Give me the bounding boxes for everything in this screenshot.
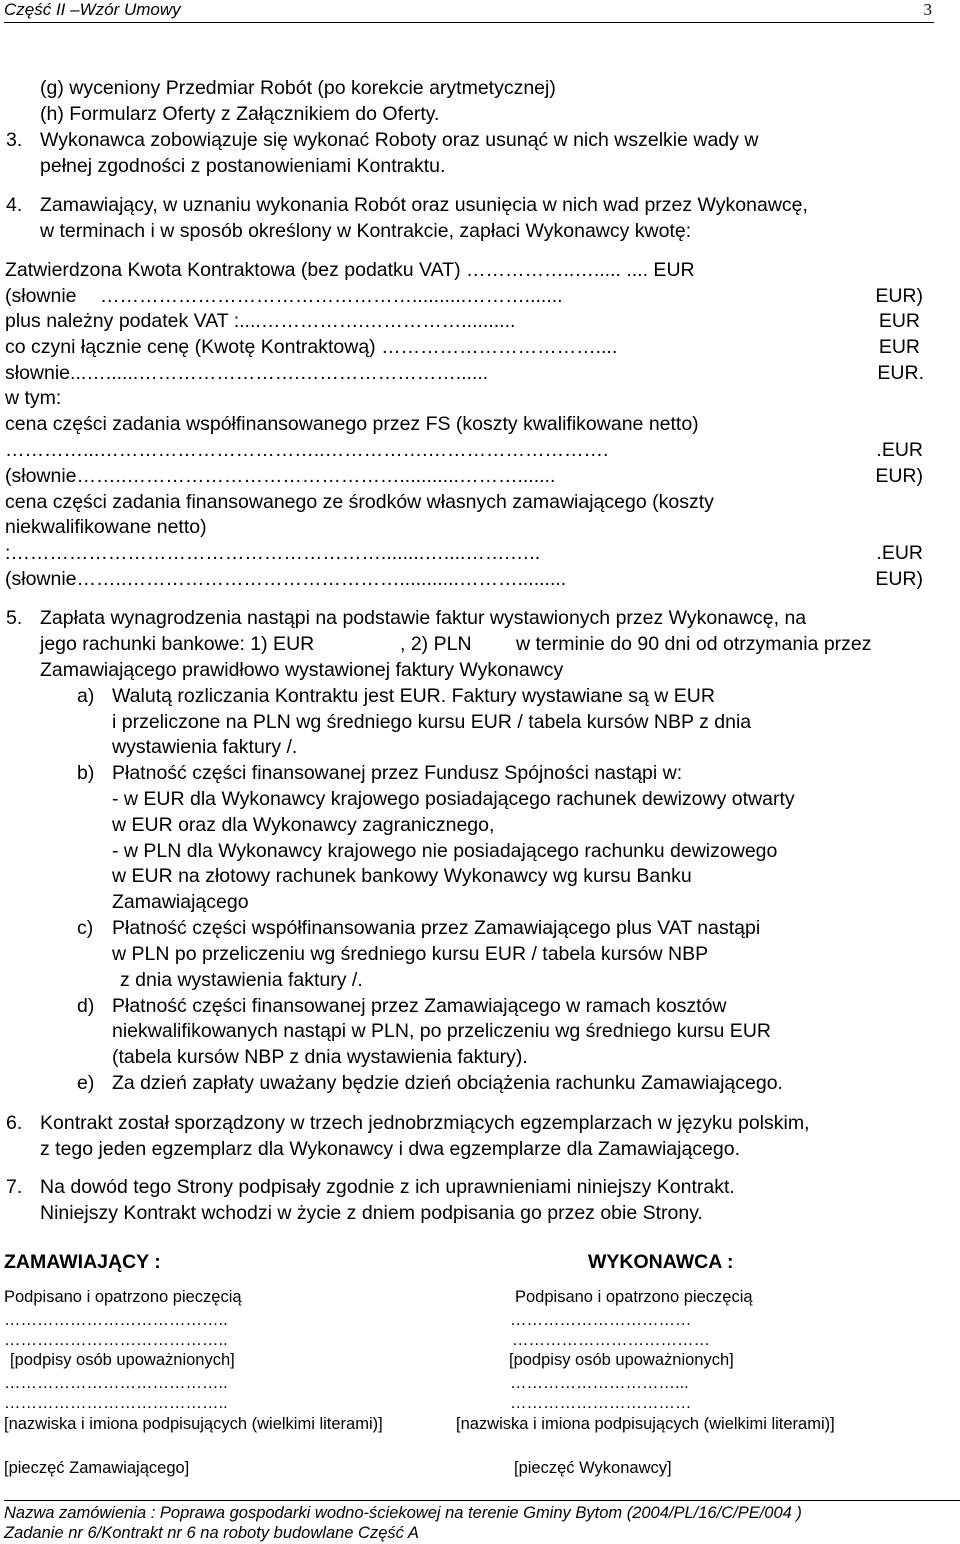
item-c-line2: w PLN po przeliczeniu wg średniego kursu EUR / tabela kursów NBP bbox=[112, 943, 709, 965]
employer-title: ZAMAWIAJĄCY : bbox=[4, 1251, 161, 1273]
item-d-label: d) bbox=[77, 995, 95, 1017]
item-d-line2: niekwalifikowanych nastąpi w PLN, po przeliczeniu wg średniego kursu EUR bbox=[112, 1020, 771, 1042]
paragraph-4-line1: Zamawiający, w uznaniu wykonania Robót oraz usunięcia w nich wad przez Wykonawcę, bbox=[40, 194, 808, 216]
paragraph-4-number: 4. bbox=[6, 194, 23, 216]
employer-signed-note: Podpisano i opatrzono pieczęcią bbox=[4, 1288, 242, 1306]
employer-dots-2: ………………………………….. bbox=[4, 1331, 228, 1349]
item-b-line6: Zamawiającego bbox=[112, 891, 249, 913]
contractor-dots-3: …………………………... bbox=[510, 1374, 689, 1392]
item-b-line4: - w PLN dla Wykonawcy krajowego nie posiadającego rachunku dewizowego bbox=[112, 840, 778, 862]
item-b-label: b) bbox=[77, 762, 95, 784]
paragraph-3-line2: pełnej zgodności z postanowieniami Kontraktu. bbox=[40, 155, 446, 177]
paragraph-5-line2c: w terminie do 90 dni od otrzymania przez bbox=[516, 633, 872, 655]
paragraph-5-number: 5. bbox=[6, 607, 23, 629]
fs-amount-dots: …………...……………………………..…………….………………………. bbox=[5, 439, 609, 461]
paragraph-7-number: 7. bbox=[6, 1176, 23, 1198]
employer-dots-1: ………………………………….. bbox=[4, 1311, 228, 1329]
contractor-seal: [pieczęć Wykonawcy] bbox=[514, 1459, 672, 1477]
approved-amount-line: Zatwierdzona Kwota Kontraktowa (bez podatku VAT) ……………..…..... .... EUR bbox=[5, 259, 695, 281]
item-d-line3: (tabela kursów NBP z dnia wystawienia faktury). bbox=[112, 1046, 528, 1068]
employer-dots-3: ………………………………….. bbox=[4, 1374, 228, 1392]
paragraph-6-number: 6. bbox=[6, 1112, 23, 1134]
item-b-line1: Płatność części finansowanej przez Fundusz Spójności nastąpi w: bbox=[112, 762, 683, 784]
own-funds-in-words-currency: EUR) bbox=[875, 568, 923, 590]
item-e-line1: Za dzień zapłaty uważany będzie dzień obciążenia rachunku Zamawiającego. bbox=[112, 1072, 783, 1094]
paragraph-6-line2: z tego jeden egzemplarz dla Wykonawcy i dwa egzemplarze dla Zamawiającego. bbox=[40, 1138, 741, 1160]
fs-amount-currency: .EUR bbox=[876, 439, 923, 461]
item-b-line5: w EUR na złotowy rachunek bankowy Wykonawcy wg kursu Banku bbox=[112, 865, 692, 887]
own-funds-amount-currency: .EUR bbox=[876, 542, 923, 564]
footer-task-number: Zadanie nr 6/Kontrakt nr 6 na roboty budowlane Część A bbox=[4, 1524, 419, 1542]
paragraph-5-line2b: , 2) PLN bbox=[400, 633, 472, 655]
employer-authorized-signatures: [podpisy osób upoważnionych] bbox=[10, 1351, 235, 1369]
contractor-title: WYKONAWCA : bbox=[588, 1251, 734, 1273]
contractor-signed-note: Podpisano i opatrzono pieczęcią bbox=[515, 1288, 753, 1306]
page-header bbox=[4, 0, 934, 23]
contractor-dots-4: …………………………… bbox=[510, 1394, 692, 1412]
item-c-label: c) bbox=[77, 917, 94, 939]
own-funds-amount-dots: :…………………………………………………........…....…….….. bbox=[5, 542, 541, 564]
contractor-dots-1: …………………………… bbox=[510, 1311, 692, 1329]
amount-in-words-label: (słownie bbox=[5, 285, 77, 307]
paragraph-6-line1: Kontrakt został sporządzony w trzech jednobrzmiących egzemplarzach w języku polskim, bbox=[40, 1112, 810, 1134]
paragraph-5-line3: Zamawiającego prawidłowo wystawionej faktury Wykonawcy bbox=[40, 659, 564, 681]
vat-currency: EUR bbox=[878, 310, 920, 332]
page-footer bbox=[4, 1500, 960, 1543]
contractor-signatory-names: [nazwiska i imiona podpisujących (wielkimi literami)] bbox=[456, 1415, 835, 1433]
contractor-dots-2: ……………………………… bbox=[512, 1331, 710, 1349]
footer-contract-name: Nazwa zamówienia : Poprawa gospodarki wodno-ściekowej na terenie Gminy Bytom (2004/PL/16/C/PE/004 ) bbox=[4, 1504, 802, 1522]
amount-in-words-dots: …………………………………………..........………....... bbox=[100, 285, 563, 307]
fs-cofinanced-line: cena części zadania współfinansowanego przez FS (koszty kwalifikowane netto) bbox=[5, 413, 699, 435]
total-price-currency: EUR bbox=[878, 336, 920, 358]
fs-in-words-line: (słownie……..……………………………………...........………....... bbox=[5, 465, 556, 487]
item-a-line2: i przeliczone na PLN wg średniego kursu EUR / tabela kursów NBP z dnia bbox=[112, 711, 752, 733]
employer-seal: [pieczęć Zamawiającego] bbox=[4, 1459, 190, 1477]
item-a-label: a) bbox=[77, 685, 95, 707]
paragraph-3-line1: Wykonawca zobowiązuje się wykonać Roboty oraz usunąć w nich wszelkie wady w bbox=[40, 129, 759, 151]
paragraph-4-line2: w terminach i w sposób określony w Kontrakcie, zapłaci Wykonawcy kwotę: bbox=[40, 220, 692, 242]
item-h: (h) Formularz Oferty z Załącznikiem do Oferty. bbox=[40, 103, 440, 125]
total-in-words-line: słownie...…......…………………….……………………...... bbox=[5, 362, 489, 384]
employer-dots-4: ………………………………….. bbox=[4, 1394, 228, 1412]
item-c-line3: z dnia wystawienia faktury /. bbox=[120, 969, 363, 991]
own-funds-line2: niekwalifikowane netto) bbox=[5, 516, 207, 538]
item-b-line3: w EUR oraz dla Wykonawcy zagranicznego, bbox=[112, 814, 495, 836]
employer-signatory-names: [nazwiska i imiona podpisujących (wielkimi literami)] bbox=[4, 1415, 383, 1433]
item-d-line1: Płatność części finansowanej przez Zamawiającego w ramach kosztów bbox=[112, 995, 727, 1017]
including-label: w tym: bbox=[5, 387, 62, 409]
paragraph-3-number: 3. bbox=[6, 129, 23, 151]
own-funds-in-words-line: (słownie……..……………………………………...........………......... bbox=[5, 568, 567, 590]
paragraph-5-line1: Zapłata wynagrodzenia nastąpi na podstawie faktur wystawionych przez Wykonawcę, na bbox=[40, 607, 807, 629]
item-a-line1: Walutą rozliczania Kontraktu jest EUR. Faktury wystawiane są w EUR bbox=[112, 685, 715, 707]
item-g: (g) wyceniony Przedmiar Robót (po korekcie arytmetycznej) bbox=[40, 77, 556, 99]
total-in-words-currency: EUR. bbox=[877, 362, 924, 384]
fs-in-words-currency: EUR) bbox=[875, 465, 923, 487]
amount-in-words-currency: EUR) bbox=[875, 285, 923, 307]
item-a-line3: wystawienia faktury /. bbox=[112, 736, 298, 758]
item-b-line2: - w EUR dla Wykonawcy krajowego posiadającego rachunek dewizowy otwarty bbox=[112, 788, 795, 810]
contractor-authorized-signatures: [podpisy osób upoważnionych] bbox=[509, 1351, 734, 1369]
paragraph-7-line1: Na dowód tego Strony podpisały zgodnie z ich uprawnieniami niniejszy Kontrakt. bbox=[40, 1176, 735, 1198]
own-funds-line1: cena części zadania finansowanego ze środków własnych zamawiającego (koszty bbox=[5, 491, 714, 513]
vat-line: plus należny podatek VAT :....…………….…………….......... bbox=[5, 310, 516, 332]
item-e-label: e) bbox=[77, 1072, 95, 1094]
paragraph-5-line2a: jego rachunki bankowe: 1) EUR bbox=[40, 633, 315, 655]
paragraph-7-line2: Niniejszy Kontrakt wchodzi w życie z dniem podpisania go przez obie Strony. bbox=[40, 1202, 703, 1224]
page-number: 3 bbox=[923, 0, 932, 19]
total-price-line: co czyni łącznie cenę (Kwotę Kontraktową) …………………………….... bbox=[5, 336, 618, 358]
item-c-line1: Płatność części współfinansowania przez Zamawiającego plus VAT nastąpi bbox=[112, 917, 761, 939]
header-title: Część II –Wzór Umowy bbox=[4, 0, 181, 19]
